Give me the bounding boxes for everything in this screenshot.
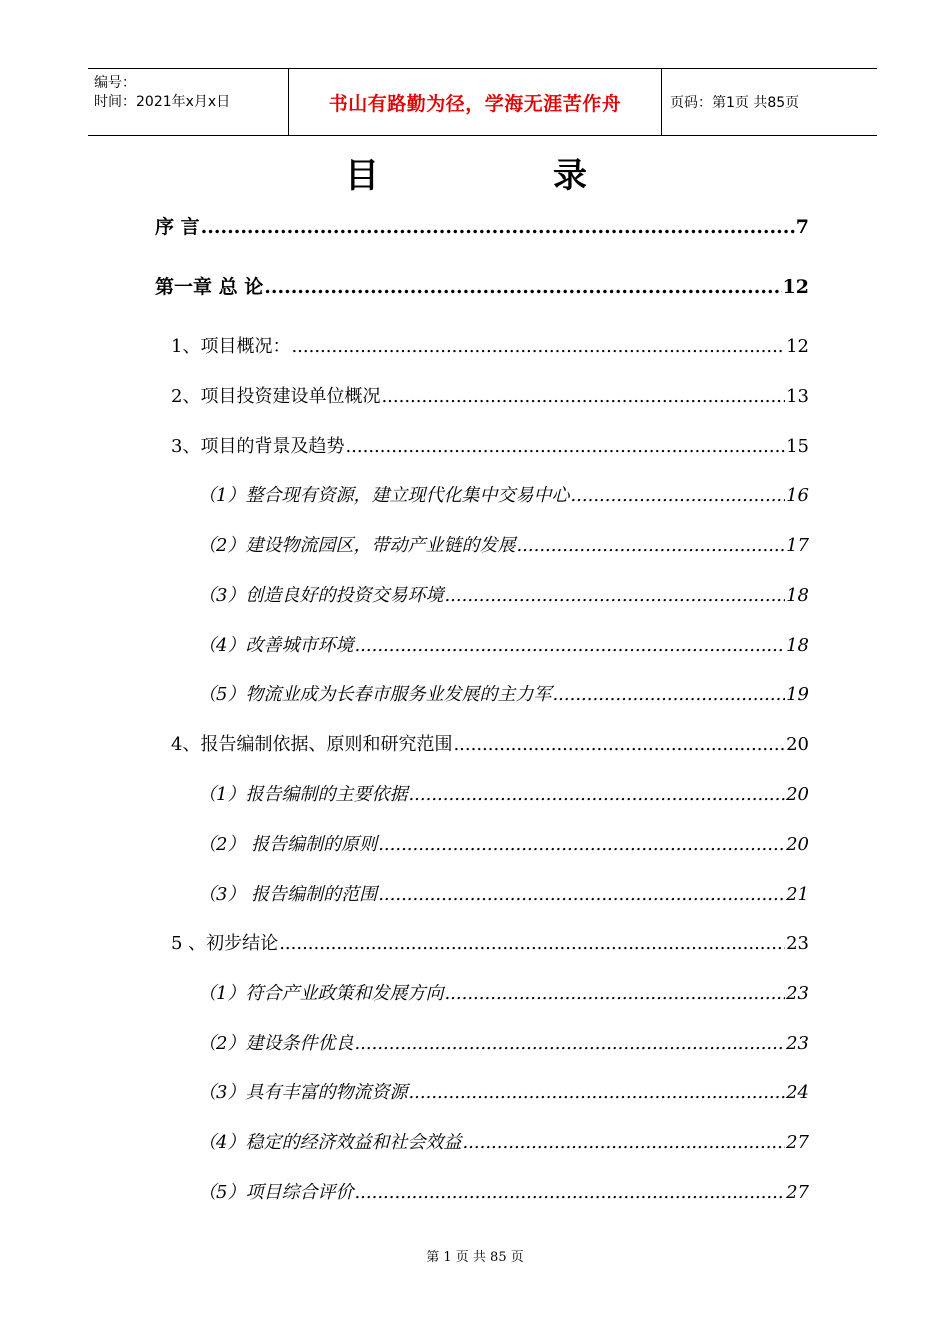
header-motto: 书山有路勤为径，学海无涯苦作舟 [328, 92, 622, 115]
document-number-label: 编号： [94, 75, 136, 91]
toc-leader-dots [291, 336, 785, 357]
toc-entry[interactable] [155, 212, 809, 242]
toc-leader-dots [444, 983, 785, 1004]
toc-leader-dots [354, 1182, 785, 1203]
toc-entry-label: 第一章 总 论 [155, 276, 264, 298]
toc-leader-dots [408, 784, 785, 805]
toc-leader-dots [201, 216, 795, 238]
toc-entry[interactable] [198, 880, 809, 910]
toc-entry-label: （4）稳定的经济效益和社会效益 [198, 1132, 462, 1153]
toc-leader-dots [378, 834, 785, 855]
toc-entry-page: 27 [786, 1182, 809, 1203]
toc-entry-page: 23 [786, 933, 809, 954]
toc-entry[interactable] [198, 581, 809, 611]
toc-entry[interactable] [198, 1128, 809, 1158]
toc-leader-dots [378, 884, 785, 905]
toc-entry-label: （4）改善城市环境 [198, 635, 354, 656]
toc-entry-label: 3、项目的背景及趋势 [171, 436, 345, 457]
toc-entry[interactable] [198, 1029, 809, 1059]
toc-entry[interactable] [198, 1178, 809, 1208]
toc-entry-label: 序 言 [155, 216, 200, 238]
toc-entry[interactable] [198, 531, 809, 561]
toc-entry-label: （2）建设条件优良 [198, 1033, 354, 1054]
toc-entry-page: 19 [786, 684, 809, 705]
toc-entry-page: 7 [795, 216, 809, 238]
toc-entry-label: 2、项目投资建设单位概况 [171, 386, 381, 407]
toc-entry-page: 17 [786, 535, 809, 556]
toc-entry-label: 1、项目概况： [171, 336, 291, 357]
toc-leader-dots [354, 1033, 785, 1054]
toc-leader-dots [462, 1132, 785, 1153]
toc-entry[interactable] [198, 780, 809, 810]
toc-entry-page: 23 [786, 1033, 809, 1054]
document-time-label: 时间：2021年x月x日 [94, 94, 231, 110]
toc-entry-label: （1）报告编制的主要依据 [198, 784, 408, 805]
toc-entry-label: （3）创造良好的投资交易环境 [198, 585, 444, 606]
toc-entry[interactable] [198, 680, 809, 710]
toc-entry-page: 20 [786, 834, 809, 855]
toc-entry-page: 23 [786, 983, 809, 1004]
toc-entry-label: （1）整合现有资源，建立现代化集中交易中心 [198, 485, 570, 506]
toc-entry-page: 20 [786, 784, 809, 805]
page-footer: 第 1 页 共 85 页 [426, 1250, 524, 1265]
toc-entry[interactable] [198, 481, 809, 511]
toc-leader-dots [516, 535, 785, 556]
toc-entry[interactable] [198, 1078, 809, 1108]
toc-entry-label: （2）建设物流园区，带动产业链的发展 [198, 535, 516, 556]
toc-entry[interactable] [171, 929, 809, 959]
toc-entry-label: （5）物流业成为长春市服务业发展的主力军 [198, 684, 552, 705]
toc-entry-label: （3） 报告编制的范围 [198, 884, 378, 905]
toc-entry-page: 12 [786, 336, 809, 357]
toc-leader-dots [345, 436, 785, 457]
toc-leader-dots [279, 933, 785, 954]
toc-entry-page: 16 [786, 485, 809, 506]
toc-entry[interactable] [198, 979, 809, 1009]
toc-entry-page: 24 [786, 1082, 809, 1103]
header-page-info: 页码：第1页 共85页 [670, 95, 800, 111]
toc-entry-label: （5）项目综合评价 [198, 1182, 354, 1203]
toc-entry-label: 4、报告编制依据、原则和研究范围 [171, 734, 453, 755]
toc-entry[interactable] [171, 332, 809, 362]
toc-entry-page: 20 [786, 734, 809, 755]
toc-leader-dots [381, 386, 785, 407]
toc-entry-page: 18 [786, 635, 809, 656]
toc-leader-dots [264, 276, 781, 298]
toc-entry-page: 15 [786, 436, 809, 457]
page-title-char-2: 录 [553, 156, 587, 196]
toc-leader-dots [354, 635, 785, 656]
toc-entry-label: 5 、初步结论 [171, 933, 279, 954]
toc-entry[interactable] [171, 382, 809, 412]
toc-entry-label: （1）符合产业政策和发展方向 [198, 983, 444, 1004]
toc-leader-dots [552, 684, 785, 705]
toc-entry-page: 21 [786, 884, 809, 905]
toc-leader-dots [408, 1082, 785, 1103]
toc-leader-dots [570, 485, 785, 506]
toc-entry[interactable] [198, 631, 809, 661]
toc-entry[interactable] [171, 730, 809, 760]
toc-leader-dots [444, 585, 785, 606]
toc-leader-dots [453, 734, 785, 755]
toc-entry[interactable] [155, 272, 809, 302]
toc-entry-page: 12 [782, 276, 809, 298]
toc-entry-page: 27 [786, 1132, 809, 1153]
page-title-char-1: 目 [345, 156, 379, 196]
toc-entry-page: 13 [786, 386, 809, 407]
toc-entry-label: （3）具有丰富的物流资源 [198, 1082, 408, 1103]
toc-entry-page: 18 [786, 585, 809, 606]
toc-entry[interactable] [198, 830, 809, 860]
toc-entry[interactable] [171, 432, 809, 462]
toc-entry-label: （2） 报告编制的原则 [198, 834, 378, 855]
